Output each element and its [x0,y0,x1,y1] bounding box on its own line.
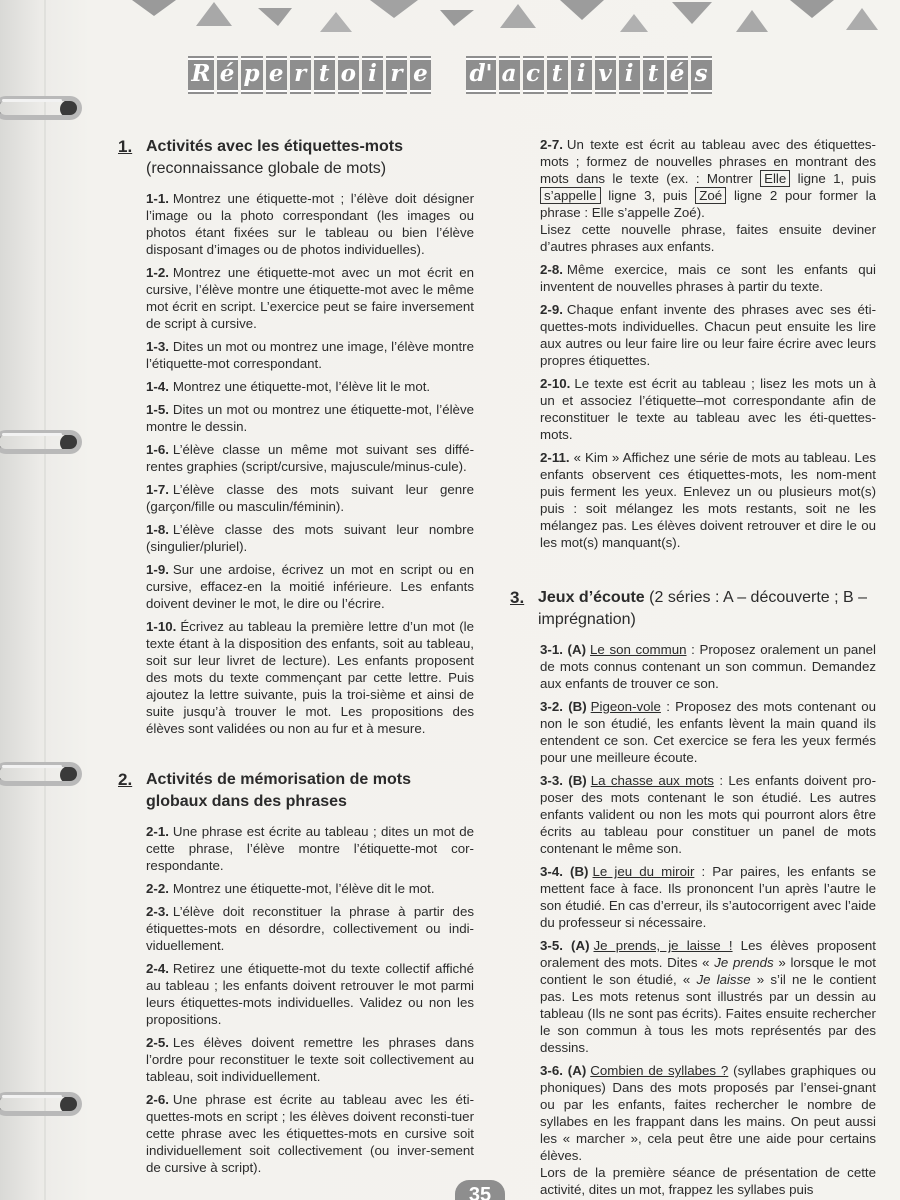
list-item [146,521,474,555]
item-text: Montrez une étiquette-mot, l’élève lit le mot. [172,379,431,394]
item-number: 2-3. [146,904,169,919]
item-text: Les élèves doivent remettre les phrases dans l’ordre pour reconstituer le texte soit collectivement au tableau, soit individuellement. [146,1035,474,1084]
list-item [146,338,474,372]
section-title [538,587,876,631]
section-title: Activités de mémorisation de mots globaux dans des phrases [146,771,411,810]
item-number: 3-3. (B) [540,773,587,788]
item-text: : Proposez des mots contenant ou non le son étudié, les enfants lèvent la main quand ils entendent ce son. Cet exercice se fera les yeux fermés pour une meilleure écoute. [540,699,876,765]
item-number: 2-8. [540,262,563,277]
item-text: » s’il ne le contient pas. Les mots retenus sont illustrés par un dessin au tableau (Ils ne sont pas écrits). Faites ensuite rechercher le son commun à tous les mots représentés par des dessins. [540,972,877,1055]
item-text: ligne 3, puis [608,188,688,203]
title-letter: i [362,56,383,94]
activity-name: Le son commun [590,642,687,657]
section-gap [510,557,876,587]
section-subtitle: (2 séries : A – découverte ; B – imprégnation) [538,589,868,628]
title-letter: e [410,56,431,94]
activity-name: Combien de syllabes ? [590,1063,729,1078]
section-number: 2. [118,770,133,789]
item-text: L’élève classe un même mot suivant ses diffé-rentes graphies (script/cursive, majuscule/minus-cule). [146,442,474,474]
binder-ring-icon [0,96,90,122]
item-text: Retirez une étiquette-mot du texte collectif affiché au tableau ; les enfants doivent retrouver le mot parmi leurs étiquettes-mots individuelles. Validez ou non les propositions. [146,961,474,1027]
item-number: 3-4. (B) [540,864,589,879]
page-fold-shadow [44,0,46,1200]
section-number: 1. [118,137,133,156]
item-text: Dites un mot ou montrez une étiquette-mot, l’élève montre le dessin. [146,402,474,434]
list-item [146,903,474,954]
item-number: 2-6. [146,1092,169,1107]
list-item [540,863,876,931]
title-letter: d' [466,56,495,94]
item-text: Écrivez au tableau la première lettre d’un mot (le texte étant à la disposition des enfants, soit au tableau, soit sur leur livret de lecture). Les enfants proposent des mots du texte commençant par cette lettre. Puis ajoutez la lettre suivante, puis la troi-sième et ainsi de suite jusqu’à trouver le mot. Les propositions des élèves sont validées ou non au fur et à mesure. [146,619,474,736]
item-text: » lorsque le mot contient le son étudié, « [540,955,876,987]
section-subtitle: (reconnaissance globale de mots) [146,160,387,177]
item-number: 1-8. [146,522,169,537]
list-item [146,561,474,612]
title-letter: e [266,56,287,94]
item-number: 2-7. [540,137,563,152]
item-text: Lisez cette nouvelle phrase, faites ensuite deviner d’autres phrases aux enfants. [540,222,876,254]
item-text: Un texte est écrit au tableau avec des étiquettes-mots ; formez de nouvelles phrases en montrant des mots dans le texte (ex. : Montrer [540,137,876,186]
item-number: 2-4. [146,961,169,976]
list-item [540,772,876,857]
title-letter: é [667,56,688,94]
left-column [118,136,474,1182]
title-letter: t [643,56,664,94]
item-text: Lors de la première séance de présentation de cette activité, dites un mot, frappez les syllabes puis [540,1165,876,1197]
item-number: 3-1. (A) [540,642,587,657]
list-item [146,264,474,332]
list-item [146,441,474,475]
item-number: 1-2. [146,265,169,280]
title-letter: c [523,56,544,94]
section-3-heading [510,587,876,631]
title-letter: o [338,56,359,94]
list-item [540,698,876,766]
item-number: 2-2. [146,881,169,896]
title-letter: R [188,56,213,94]
decorative-triangles [0,0,900,40]
item-number: 1-7. [146,482,169,497]
item-number: 2-10. [540,376,571,391]
item-italic-text: Je prends [714,955,774,970]
item-text: L’élève classe des mots suivant leur genre (garçon/fille ou masculin/féminin). [146,482,474,514]
title-letter: t [314,56,335,94]
list-item [540,301,876,369]
title-letter: é [217,56,238,94]
title-letter: i [571,56,592,94]
page-number: 35 [455,1180,505,1200]
item-number: 2-1. [146,824,169,839]
item-number: 1-3. [146,339,169,354]
item-number: 3-5. (A) [540,938,590,953]
item-text: Le texte est écrit au tableau ; lisez les mots un à un et associez l’étiquette–mot correspondante afin de reconstituer le texte au tableau avec les éti-quettes-mots. [540,376,876,442]
binder-ring-icon [0,1092,90,1118]
list-item [540,937,876,1056]
title-letter: v [595,56,616,94]
item-italic-text: Je laisse [696,972,751,987]
title-word-1 [187,56,433,94]
item-number: 1-5. [146,402,169,417]
title-letter: s [691,56,712,94]
item-text: : Les enfants doivent pro-poser des mots contenant le son étudié. Les autres enfants valident ou non les mots qui pourront alors être écrits au tableau pour constituer un panel de mots contenant le même son. [540,773,876,856]
item-text: Chaque enfant invente des phrases avec ses éti-quettes-mots individuelles. Chacun peut ensuite les lire aux autres ou leur faire lire ou leur faire écrire avec leurs propres étiquettes. [540,302,876,368]
section-number: 3. [510,588,525,607]
item-text: « Kim » Affichez une série de mots au tableau. Les enfants observent ces étiquettes-mots, les nom-ment puis ferment les yeux. Enlevez un ou plusieurs mot(s) puis : soit mélangez les mots restants, soit ne les mélangez pas. Les élèves doivent retrouver et dire le ou les mot(s) manquant(s). [540,450,876,550]
section-title-text: Activités avec les étiquettes-mots [146,138,403,155]
title-letter: r [290,56,311,94]
item-text: : Par paires, les enfants se mettent face à face. Ils prononcent l’un après l’autre le son étudié. En cas d’erreur, ils s’autocorrigent avec l’aide du professeur si nécessaire. [540,864,876,930]
section-1-heading [118,136,474,180]
item-text: Montrez une étiquette-mot ; l’élève doit désigner l’image ou la photo correspondant (les images ou photos étant fixées sur le tableau ou bien l’élève disposant d’images ou de photos individuelles). [146,191,474,257]
list-item [540,136,876,255]
item-number: 2-9. [540,302,563,317]
title-word-2 [465,56,713,94]
item-number: 1-10. [146,619,177,634]
page-title [0,56,900,94]
section-title-text: Jeux d’écoute [538,589,645,606]
item-number: 3-2. (B) [540,699,587,714]
item-text: Une phrase est écrite au tableau ; dites un mot de cette phrase, l’élève montre l’étiquette-mot cor-respondante. [146,824,474,873]
item-number: 1-1. [146,191,169,206]
title-letter: i [619,56,640,94]
section-gap [118,743,474,769]
item-text: : Proposez oralement un panel de mots connus contenant un son commun. Demandez aux enfants de trouver ce son. [540,642,876,691]
item-text: Montrez une étiquette-mot avec un mot écrit en cursive, l’élève montre une étiquette-mot avec le même mot écrit en script. L’exercice peut se faire inversement de script à cursive. [146,265,474,331]
item-text: Les élèves proposent oralement des mots. Dites « [540,938,876,970]
list-item [540,641,876,692]
section-title [146,136,403,180]
item-text: Sur une ardoise, écrivez un mot en script ou en cursive, effacez-en la moitié inférieure. Les enfants doivent deviner le mot, le dire ou l’écrire. [146,562,474,611]
list-item [146,401,474,435]
item-number: 1-9. [146,562,169,577]
item-text: Une phrase est écrite au tableau avec les éti-quettes-mots en script ; les élèves doivent reconsti-tuer cette phrase avec les étiquettes-mots en cursive soit individuellement soit collectivement (ou inver-sement de cursive à script). [146,1092,474,1175]
item-text: L’élève classe des mots suivant leur nombre (singulier/pluriel). [146,522,474,554]
list-item [146,1091,474,1176]
item-number: 1-4. [146,379,169,394]
activity-name: Le jeu du miroir [592,864,695,879]
activity-name: Pigeon-vole [590,699,661,714]
list-item [540,261,876,295]
list-item [146,190,474,258]
item-text: Dites un mot ou montrez une image, l’élève montre l’étiquette-mot correspondant. [146,339,474,371]
list-item [146,960,474,1028]
list-item [146,1034,474,1085]
word-label-box: Elle [760,170,790,187]
word-label-box: s’appelle [540,187,601,204]
item-text: (syllabes graphiques ou phoniques) Dans des mots proposés par l’ensei-gnant ou par les enfants, faites rechercher le nombre de syllabes en les frappant dans les mains. On peut aussi les « marcher », cela peut être une aide pour certains élèves. [540,1063,876,1163]
word-label-box: Zoé [695,187,726,204]
activity-name: La chasse aux mots [590,773,714,788]
item-text: ligne 2 pour former la phrase : Elle s’appelle Zoé). [540,188,876,220]
right-column [510,136,876,1198]
item-number: 1-6. [146,442,169,457]
list-item [146,823,474,874]
binder-ring-icon [0,762,90,788]
list-item [540,375,876,443]
title-letter: r [386,56,407,94]
list-item [540,1062,876,1198]
list-item [146,880,474,897]
title-letter: p [241,56,263,94]
title-letter: a [499,56,520,94]
item-number: 2-5. [146,1035,169,1050]
section-2-heading [118,769,474,813]
activity-name: Je prends, je laisse ! [593,938,733,953]
list-item [146,481,474,515]
item-text: Même exercice, mais ce sont les enfants qui inventent de nouvelles phrases à partir du texte. [540,262,876,294]
binder-ring-icon [0,430,90,456]
title-letter: t [547,56,568,94]
list-item [146,618,474,737]
item-text: L’élève doit reconstituer la phrase à partir des étiquettes-mots en désordre, collectivement ou indi-viduellement. [146,904,474,953]
item-number: 2-11. [540,450,570,465]
item-number: 3-6. (A) [540,1063,587,1078]
list-item [146,378,474,395]
list-item [540,449,876,551]
item-text: Montrez une étiquette-mot, l’élève dit le mot. [172,881,435,896]
item-text: ligne 1, puis [797,171,876,186]
